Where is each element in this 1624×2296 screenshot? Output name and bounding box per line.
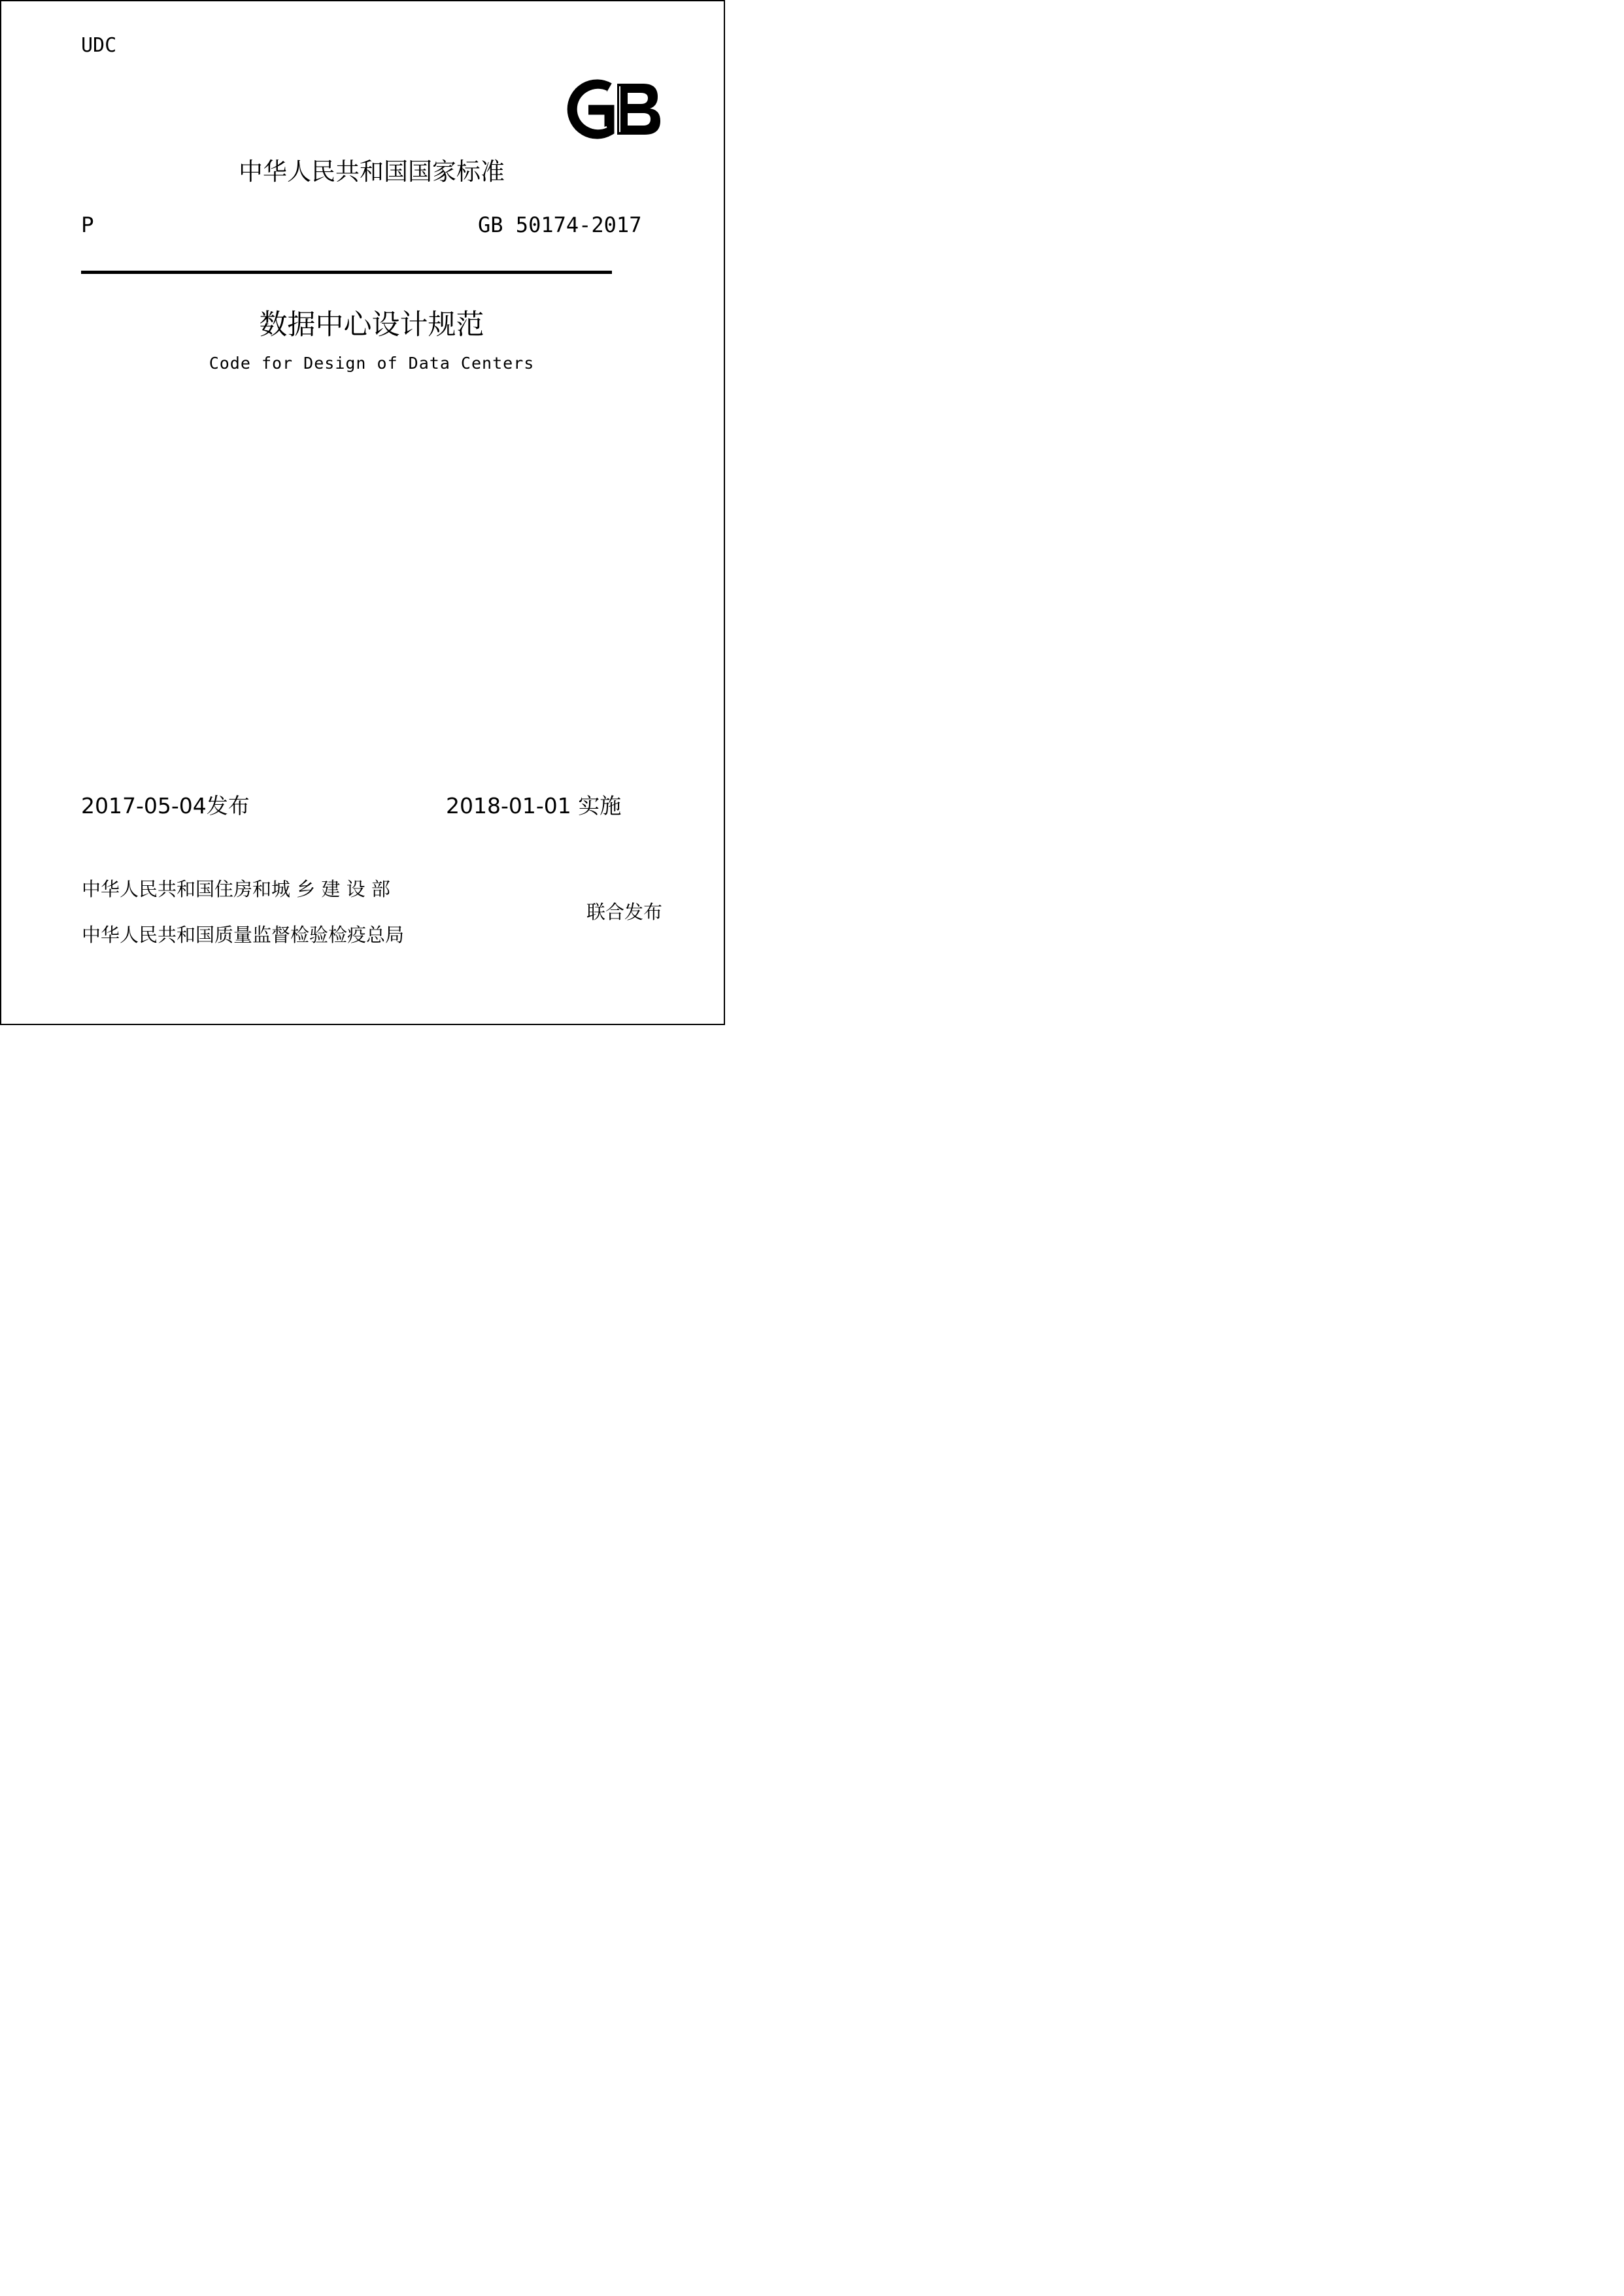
implementation-date: 2018-01-01 实施 (446, 793, 622, 819)
gb-logo (554, 77, 664, 140)
udc-label: UDC (81, 34, 117, 57)
standard-cover-page (0, 0, 725, 1025)
issuer-quality-supervision: 中华人民共和国质量监督检验检疫总局 (82, 924, 405, 946)
header-divider (81, 271, 612, 274)
issue-date: 2017-05-04发布 (81, 793, 250, 819)
standard-type-title: 中华人民共和国国家标准 (239, 158, 505, 186)
issuer-ministry-housing: 中华人民共和国住房和城 乡 建 设 部 (82, 878, 390, 900)
document-title-english: Code for Design of Data Centers (209, 354, 535, 373)
joint-issue-label: 联合发布 (586, 901, 663, 923)
category-code: P (81, 212, 94, 237)
document-title-chinese: 数据中心设计规范 (259, 309, 484, 341)
standard-number: GB 50174-2017 (478, 212, 642, 237)
